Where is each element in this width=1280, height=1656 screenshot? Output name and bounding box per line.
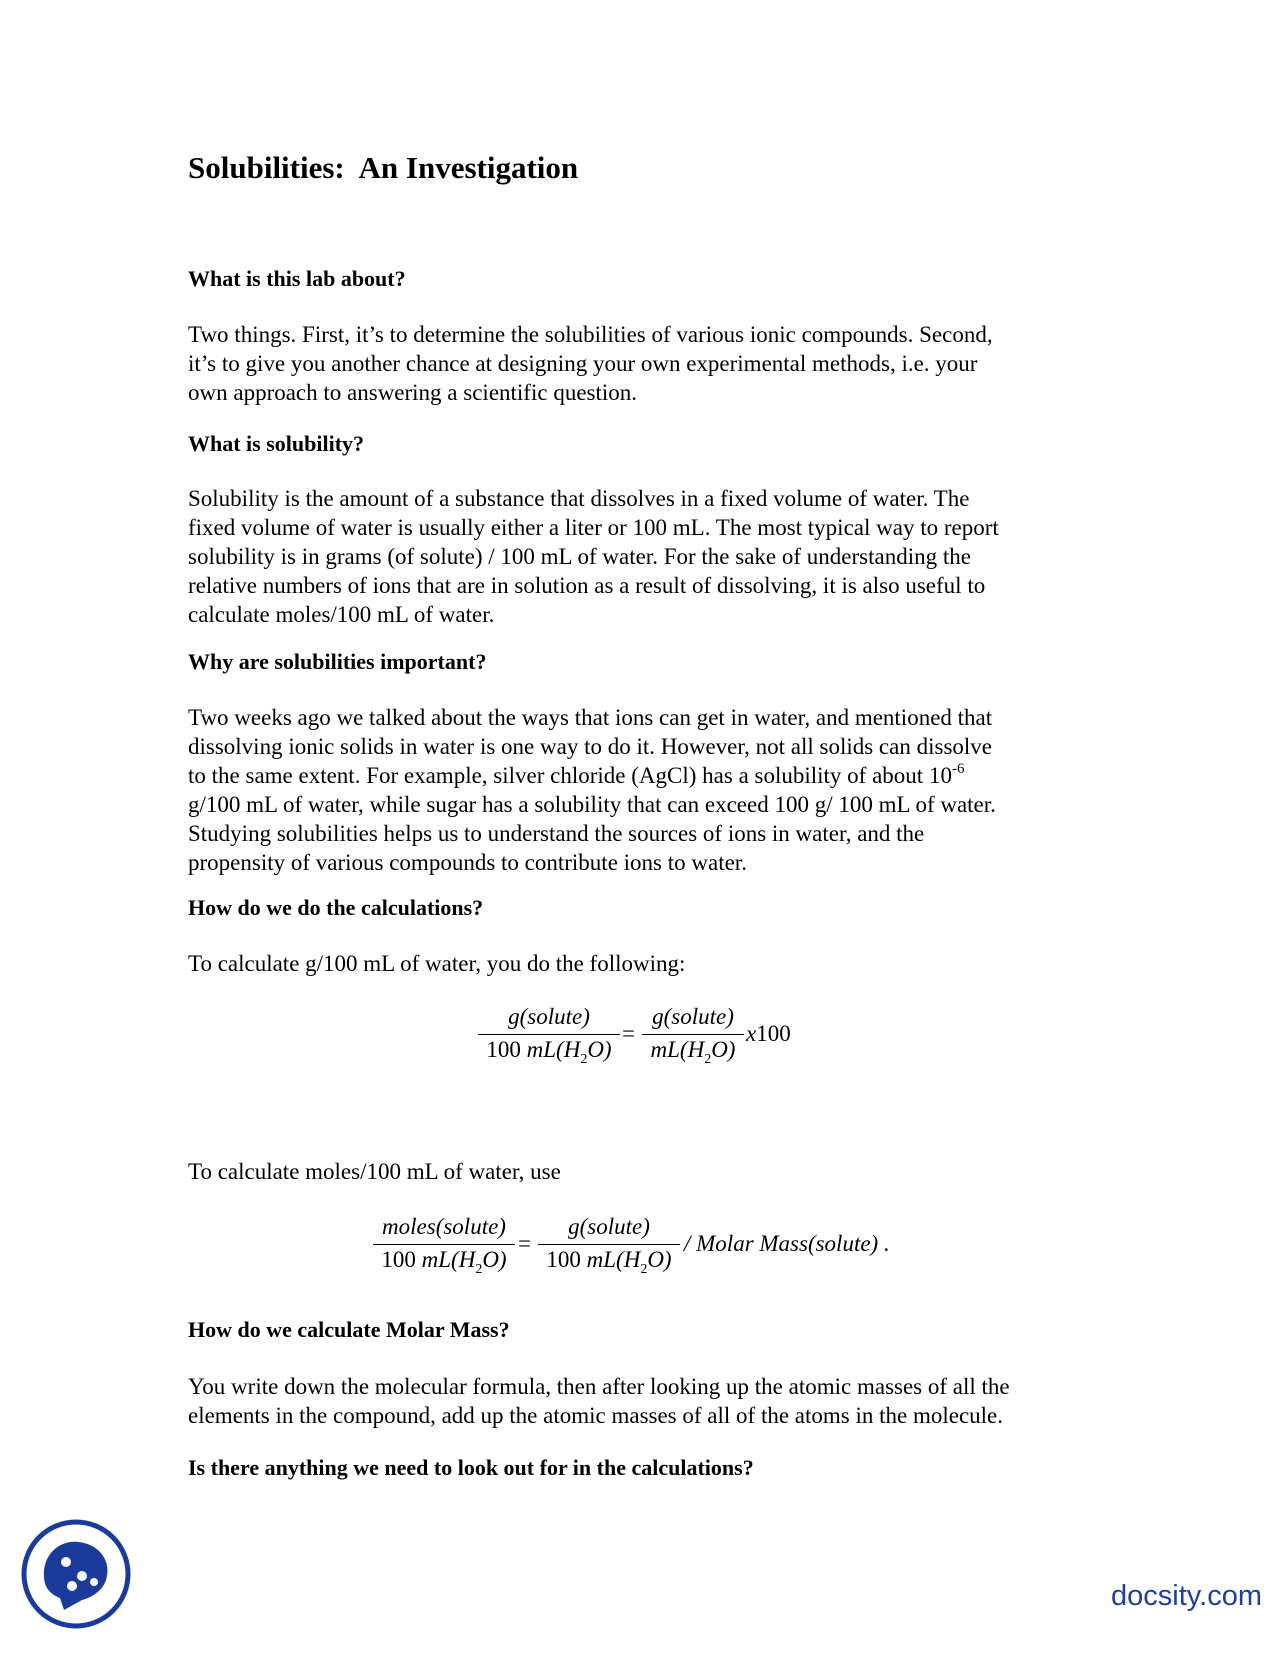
text-line: elements in the compound, add up the atomic masses of all of the atoms in the molecule. <box>188 1403 1004 1428</box>
text-line: solubility is in grams (of solute) / 100 mL of water. For the sake of understanding the <box>188 544 971 569</box>
section-heading-look-out: Is there anything we need to look out for in the calculations? <box>188 1455 754 1480</box>
paragraph-calc-intro <box>188 949 1088 978</box>
text-line-with-exponent <box>188 761 1088 790</box>
denominator <box>538 1245 680 1278</box>
den-number: 100 <box>486 1037 521 1062</box>
times-x: x <box>746 1021 757 1046</box>
den-close: O) <box>482 1247 507 1272</box>
text-line: To calculate g/100 mL of water, you do the following: <box>188 951 686 976</box>
den-close: O) <box>711 1037 736 1062</box>
den-unit: mL(H <box>421 1247 476 1272</box>
text-line: g/100 mL of water, while sugar has a solubility that can exceed 100 g/ 100 mL of water. <box>188 792 996 817</box>
equals-sign: = <box>518 1231 531 1256</box>
equation-moles-per-100ml <box>0 1214 1280 1286</box>
text-line: To calculate moles/100 mL of water, use <box>188 1159 561 1184</box>
section-heading-molar-mass: How do we calculate Molar Mass? <box>188 1317 510 1342</box>
subscript: 2 <box>704 1052 712 1067</box>
multiplier: 100 <box>756 1021 791 1046</box>
text-line: own approach to answering a scientific question. <box>188 380 638 405</box>
den-unit: mL(H <box>526 1037 581 1062</box>
equation-tail: / Molar Mass(solute) . <box>684 1231 890 1256</box>
paragraph-lab-about <box>188 320 1088 407</box>
den-unit: mL(H <box>650 1037 705 1062</box>
text-fragment: to the same extent. For example, silver chloride (AgCl) has a solubility of about 10 <box>188 763 952 788</box>
den-number: 100 <box>381 1247 416 1272</box>
text-line: dissolving ionic solids in water is one way to do it. However, not all solids can dissolve <box>188 734 992 759</box>
text-line: Two weeks ago we talked about the ways that ions can get in water, and mentioned that <box>188 705 993 730</box>
text-line: Studying solubilities helps us to understand the sources of ions in water, and the <box>188 821 925 846</box>
section-heading-calculations: How do we do the calculations? <box>188 895 484 920</box>
den-close: O) <box>587 1037 612 1062</box>
section-heading-lab-about: What is this lab about? <box>188 266 406 291</box>
section-heading-what-is-solubility: What is solubility? <box>188 431 365 456</box>
equals-sign: = <box>622 1021 635 1046</box>
equation-grams-per-100ml <box>0 1004 1280 1076</box>
text-line: relative numbers of ions that are in solution as a result of dissolving, it is also useful to <box>188 573 986 598</box>
docsity-brand-link[interactable]: docsity.com <box>1111 1580 1262 1612</box>
paragraph-why-important <box>188 703 1088 877</box>
denominator <box>642 1035 744 1068</box>
text-line: calculate moles/100 mL of water. <box>188 602 495 627</box>
subscript: 2 <box>640 1262 648 1277</box>
paragraph-molar-mass <box>188 1372 1088 1430</box>
den-number: 100 <box>546 1247 581 1272</box>
subscript: 2 <box>580 1052 588 1067</box>
text-line: fixed volume of water is usually either a liter or 100 mL. The most typical way to report <box>188 515 999 540</box>
numerator: g(solute) <box>642 1004 744 1035</box>
paragraph-calc-moles <box>188 1157 1088 1186</box>
fraction-rhs <box>642 1004 744 1068</box>
text-line: Solubility is the amount of a substance that dissolves in a fixed volume of water. The <box>188 486 970 511</box>
fraction-rhs <box>538 1214 680 1278</box>
den-unit: mL(H <box>586 1247 641 1272</box>
exponent: -6 <box>951 761 965 777</box>
numerator: g(solute) <box>478 1004 620 1035</box>
subscript: 2 <box>475 1262 483 1277</box>
paragraph-solubility-definition <box>188 484 1088 629</box>
text-line: You write down the molecular formula, then after looking up the atomic masses of all the <box>188 1374 1010 1399</box>
document-title: Solubilities: An Investigation <box>188 150 579 185</box>
fraction-lhs <box>373 1214 515 1278</box>
numerator: g(solute) <box>538 1214 680 1245</box>
numerator: moles(solute) <box>373 1214 515 1245</box>
text-line: propensity of various compounds to contribute ions to water. <box>188 850 747 875</box>
docsity-logo-icon[interactable] <box>20 1518 132 1630</box>
denominator <box>373 1245 515 1278</box>
text-line: it’s to give you another chance at designing your own experimental methods, i.e. your <box>188 351 978 376</box>
text-line: Two things. First, it’s to determine the solubilities of various ionic compounds. Second, <box>188 322 993 347</box>
den-close: O) <box>647 1247 672 1272</box>
section-heading-why-important: Why are solubilities important? <box>188 649 487 674</box>
equation-tail <box>746 1021 791 1047</box>
fraction-lhs <box>478 1004 620 1068</box>
denominator <box>478 1035 620 1068</box>
